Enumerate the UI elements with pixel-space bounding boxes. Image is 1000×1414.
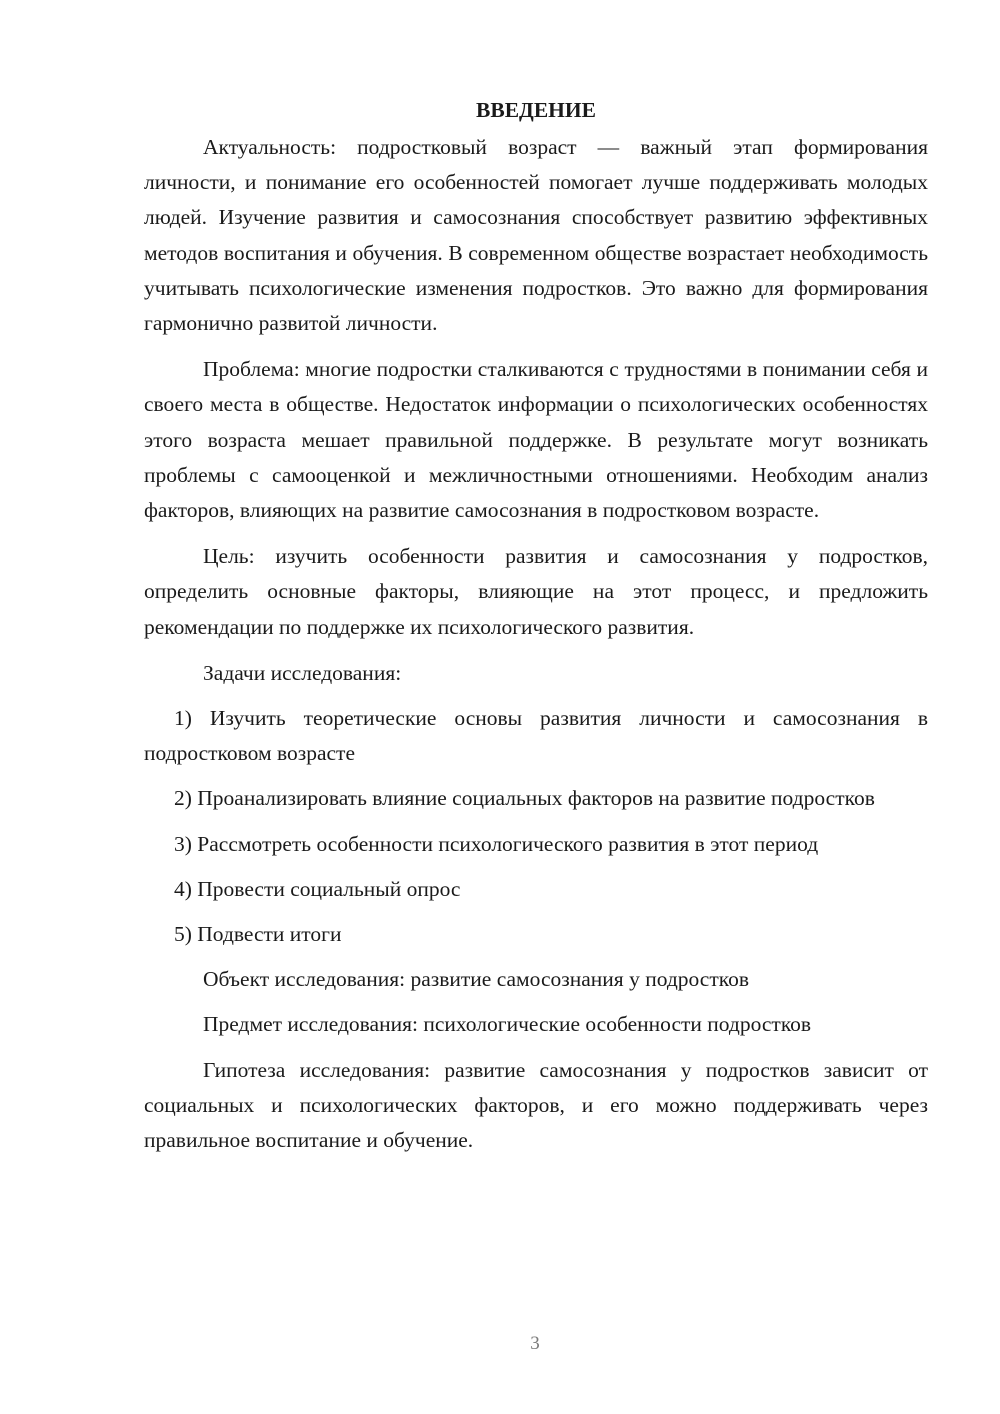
task-item: 3) Рассмотреть особенности психологического развития в этот период <box>174 831 819 856</box>
subject-paragraph: Предмет исследования: психологические особенности подростков <box>203 1012 812 1037</box>
task-item: 1) Изучить теоретические основы развития личности и самосознания в подростковом возрасте <box>144 706 928 766</box>
relevance-paragraph: Актуальность: подростковый возраст — важный этап формирования личности, и понимание его особенностей помогает лучше поддерживать молодых людей. Изучение развития и самосознания способствует развитию эффективных методов воспитания и обучения. В современном обществе возрастает необходимость учитывать психологические изменения подростков. Это важно для формирования гармонично развитой личности. <box>144 135 928 336</box>
task-item: 4) Провести социальный опрос <box>174 876 461 901</box>
goal-paragraph: Цель: изучить особенности развития и самосознания у подростков, определить основные факторы, влияющие на этот процесс, и предложить рекомендации по поддержке их психологического развития. <box>144 544 928 639</box>
tasks-heading: Задачи исследования: <box>203 660 402 685</box>
task-item: 2) Проанализировать влияние социальных факторов на развитие подростков <box>174 786 875 811</box>
page-number: 3 <box>530 1333 540 1354</box>
section-title: ВВЕДЕНИЕ <box>476 98 596 122</box>
task-item: 5) Подвести итоги <box>174 922 342 947</box>
problem-paragraph: Проблема: многие подростки сталкиваются с трудностями в понимании себя и своего места в обществе. Недостаток информации о психологических особенностях этого возраста мешает правильной поддержке. В результате могут возникать проблемы с самооценкой и межличностными отношениями. Необходим анализ факторов, влияющих на развитие самосознания в подростковом возрасте. <box>144 357 928 523</box>
tasks-list <box>144 701 928 952</box>
document-page <box>144 92 928 1169</box>
hypothesis-paragraph: Гипотеза исследования: развитие самосознания у подростков зависит от социальных и психологических факторов, и его можно поддерживать через правильное воспитание и обучение. <box>144 1057 928 1153</box>
object-paragraph: Объект исследования: развитие самосознания у подростков <box>203 967 749 992</box>
